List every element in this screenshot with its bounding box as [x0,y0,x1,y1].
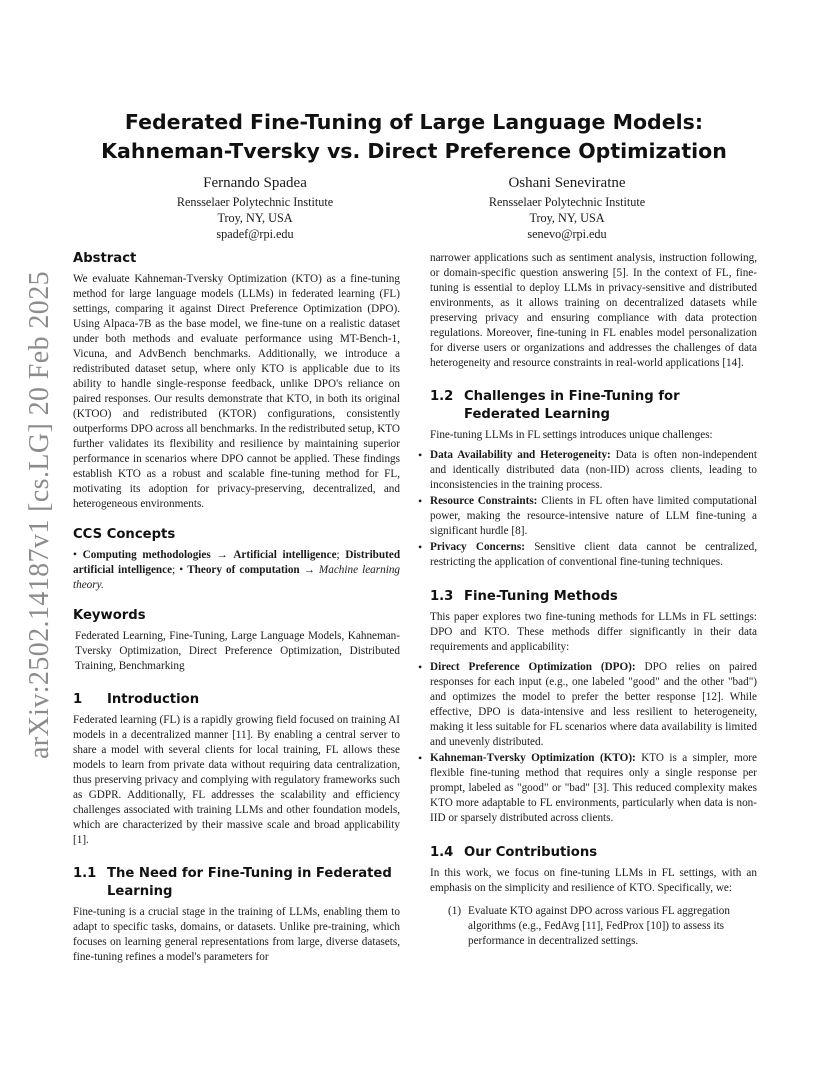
ccs-item-1: Computing methodologies [82,549,211,561]
item-lead: Data Availability and Heterogeneity: [430,449,611,461]
abstract-text: We evaluate Kahneman-Tversky Optimization (KTO) as a fine-tuning method for large language models (LLMs) in federated learning (FL) settings, comparing it against Direct Preference Optimization (DPO). Using Alpaca-7B as the base model, we fine-tune on a realistic dataset under both methods and evaluate performance using MT-Bench-1, Vicuna, and AdvBench benchmarks. Additionally, we introduce a redistributed dataset setup, where only KTO is applicable due to its ability to handle single-response feedback, unlike DPO's reliance on paired responses. Our results demonstrate that KTO, in both its original (KTOO) and redistributed (KTOR) configurations, consistently outperforms DPO across all benchmarks. In the redistributed setup, KTO further validates its flexibility and resilience by maintaining superior performance in scenarios where DPO cannot be applied. These findings establish KTO as a robust and scalable fine-tuning method for FL, motivating its adoption for privacy-preserving, decentralized, and heterogeneous environments. [73,273,400,510]
list-item [430,660,757,750]
intro-text: Federated learning (FL) is a rapidly growing field focused on training AI models in a decentralized manner [11]. By enabling a central server to share a model with several clients for local training, FL allows these models to learn from private data without requiring data centralization, thus preserving privacy and complying with regulatory frameworks such as GDPR. Additionally, FL addresses the scalability and efficiency challenges associated with training LLMs and other foundation models, which are characterized by their massive scale and broad applicability [1]. [73,714,400,846]
item-text: DPO relies on paired responses for each input (e.g., one labeled "good" and the other "bad") and optimizes the model to prefer the better response [12]. While effective, DPO is data-intensive and less resilient to heterogeneity, making it less suitable for FL scenarios where data availability is limited and unevenly distributed. [430,661,757,748]
author-location: Troy, NY, USA [217,211,293,225]
section-title: The Need for Fine-Tuning in Federated Learning [107,866,392,899]
section-1-3-intro: This paper explores two fine-tuning methods for LLMs in FL settings: DPO and KTO. These methods differ significantly in their data requirements and applicability: [430,611,757,653]
section-number: 1.2 [430,389,454,404]
list-item [430,448,757,493]
section-number: 1.4 [430,845,454,860]
section-number: 1.3 [430,589,454,604]
ccs-separator: ; [172,564,176,576]
section-title: Introduction [107,692,200,707]
item-text: Clients in FL often have limited computational power, making the resource-intensive nature of LLM fine-tuning a significant hurdle [8]. [430,495,758,537]
ccs-concepts [73,548,400,593]
section-1-1-text: Fine-tuning is a crucial stage in the training of LLMs, enabling them to adapt to specific tasks, domains, or datasets. Unlike pre-training, which focuses on learning general representations from large, diverse datasets, fine-tuning refines a model's parameters for [73,906,400,963]
section-1-1-continued: narrower applications such as sentiment analysis, instruction following, or domain-specific question answering [5]. In the context of FL, fine-tuning is essential to deploy LLMs in privacy-sensitive and distributed environments, as it allows training on decentralized datasets while preserving privacy and ensuring compliance with data protection regulations. Moreover, fine-tuning in FL enables model personalization for diverse users or organizations and addresses the challenges of data heterogeneity and resource constraints in real-world applications [14]. [430,252,757,369]
item-text: KTO is a simpler, more flexible fine-tuning method that requires only a single response per prompt, labeled as "good" or "bad" [3]. This reduced complexity makes KTO more adaptable to FL environments, particularly when data is non-IID or sparsely distributed across clients. [430,752,757,824]
item-text: Evaluate KTO against DPO across various FL aggregation algorithms (e.g., FedAvg [11], FedProx [10]) to assess its performance in decentralized settings. [468,905,730,947]
keywords-heading: Keywords [73,608,146,623]
ccs-bullet: • [179,564,184,576]
keywords-text: Federated Learning, Fine-Tuning, Large Language Models, Kahneman-Tversky Optimization, Direct Preference Optimization, Distributed Training, Benchmarking [75,630,400,672]
section-number: 1 [73,692,83,707]
section-1-4-heading [430,844,757,862]
paper-title [90,108,738,166]
ccs-arrow: → [303,564,315,576]
item-lead: Direct Preference Optimization (DPO): [430,661,636,673]
ccs-separator: ; [336,549,340,561]
section-1-1-heading [73,865,400,901]
item-lead: Privacy Concerns: [430,541,525,553]
author-block-2 [417,173,717,242]
section-title: Challenges in Fine-Tuning for Federated Learning [464,389,680,422]
list-item [430,751,757,826]
section-1-2-intro: Fine-tuning LLMs in FL settings introduces unique challenges: [430,429,713,441]
left-column [73,250,400,965]
section-1-4-intro: In this work, we focus on fine-tuning LLMs in FL settings, with an emphasis on the simplicity and resilience of KTO. Specifically, we: [430,867,757,894]
section-title: Fine-Tuning Methods [464,589,618,604]
author-affiliation: Rensselaer Polytechnic Institute [176,195,334,209]
title-line-2: Kahneman-Tversky vs. Direct Preference Optimization [101,139,727,163]
methods-list [430,660,757,826]
ccs-item-2-sub: Machine learning theory. [73,564,401,591]
ccs-item-1-sub: Artificial intelligence [233,549,337,561]
list-item [430,904,757,949]
author-block-1 [105,173,405,242]
item-index: (1) [448,905,462,917]
author-location: Troy, NY, USA [529,211,605,225]
section-1-heading [73,691,400,709]
author-email[interactable]: senevo@rpi.edu [527,227,607,241]
item-text: Sensitive client data cannot be centralized, restricting the application of conventional fine-tuning techniques. [430,541,758,568]
section-title: Our Contributions [464,845,598,860]
right-column [430,251,757,949]
list-item [430,540,757,570]
section-number: 1.1 [73,866,97,881]
author-affiliation: Rensselaer Polytechnic Institute [488,195,646,209]
section-1-2-heading [430,388,757,424]
item-text: Data is often non-independent and identically distributed data (non-IID) across clients, leading to inconsistencies in the training process. [430,449,758,491]
item-lead: Resource Constraints: [430,495,538,507]
author-name: Fernando Spadea [203,175,307,191]
abstract-heading: Abstract [73,251,137,266]
author-name: Oshani Seneviratne [508,175,626,191]
arxiv-identifier[interactable]: arXiv:2502.14187v1 [cs.LG] 20 Feb 2025 [24,270,55,760]
ccs-bullet: • [73,549,77,561]
ccs-heading: CCS Concepts [73,527,176,542]
ccs-item-2: Theory of computation [187,564,300,576]
item-lead: Kahneman-Tversky Optimization (KTO): [430,752,636,764]
list-item [430,494,757,539]
title-line-1: Federated Fine-Tuning of Large Language Models: [124,110,704,134]
section-1-3-heading [430,588,757,606]
author-email[interactable]: spadef@rpi.edu [216,227,294,241]
ccs-item-1-sub2: Distributed artificial intelligence [73,549,401,576]
ccs-arrow: → [216,549,228,561]
challenges-list [430,448,757,570]
contributions-list [430,904,757,949]
